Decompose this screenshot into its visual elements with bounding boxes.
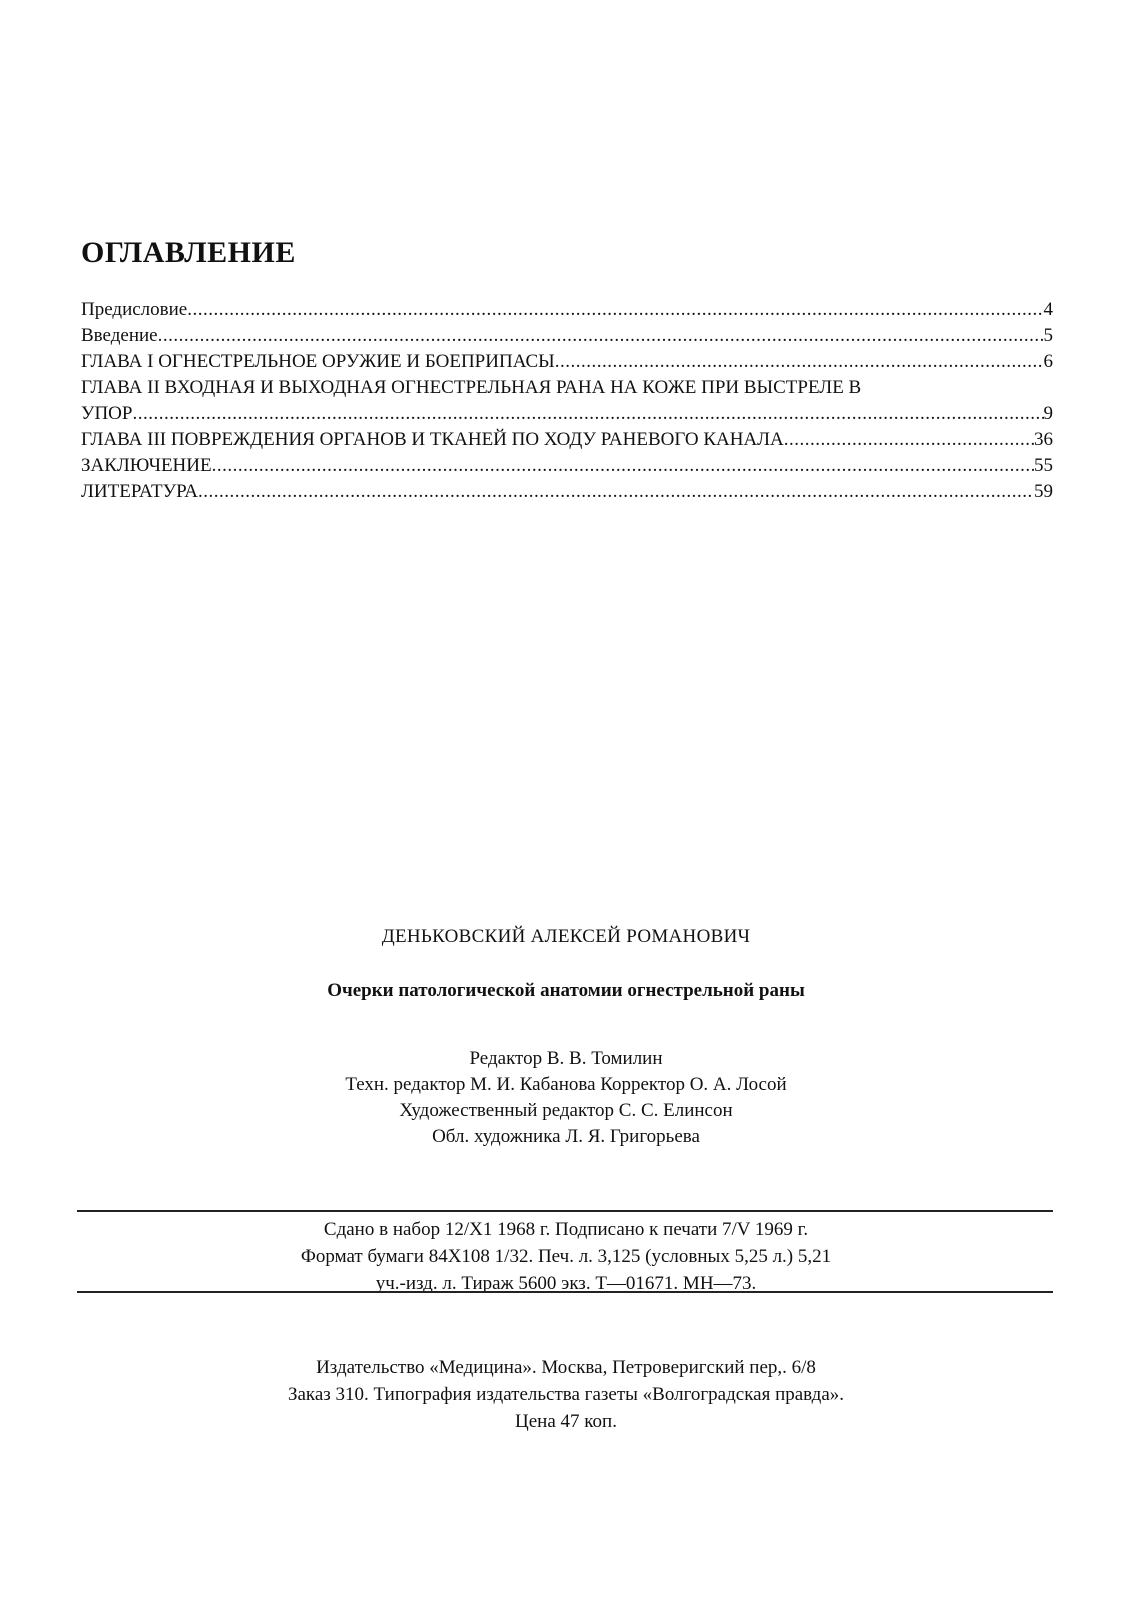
- print-info-block: [0, 1216, 1132, 1297]
- toc-entry-title: ЗАКЛЮЧЕНИЕ: [81, 455, 212, 476]
- toc-page-number: 55: [1034, 455, 1053, 476]
- toc-page-number: 4: [1043, 299, 1053, 320]
- credit-line: Обл. художника Л. Я. Григорьева: [432, 1126, 700, 1147]
- page-title: ОГЛАВЛЕНИЕ: [81, 236, 296, 269]
- divider-top: [77, 1210, 1053, 1212]
- toc-leader-dots: [198, 479, 1034, 505]
- price-line: Цена 47 коп.: [515, 1411, 617, 1432]
- publisher-block: [0, 1354, 1132, 1435]
- toc-page-number: 6: [1043, 351, 1053, 372]
- toc-entry-title: ГЛАВА III ПОВРЕЖДЕНИЯ ОРГАНОВ И ТКАНЕЙ ПО ХОДУ РАНЕВОГО КАНАЛА: [81, 429, 784, 450]
- toc-entry-conclusion[interactable]: [81, 453, 1053, 479]
- print-info-line: уч.-изд. л. Тираж 5600 экз. Т—01671. МН—73.: [375, 1273, 757, 1294]
- book-title: Очерки патологической анатомии огнестрельной раны: [327, 980, 805, 1001]
- toc-page-number: 36: [1034, 429, 1053, 450]
- credit-line: Художественный редактор С. С. Елинсон: [399, 1100, 733, 1121]
- toc-entry-chapter-3[interactable]: [81, 427, 1053, 453]
- author-name: ДЕНЬКОВСКИЙ АЛЕКСЕЙ РОМАНОВИЧ: [381, 926, 751, 947]
- print-info-line: Сдано в набор 12/Х1 1968 г. Подписано к печати 7/V 1969 г.: [323, 1219, 809, 1240]
- toc-leader-dots: [158, 323, 1044, 349]
- toc-leader-dots: [132, 401, 1043, 427]
- credit-line: Редактор В. В. Томилин: [469, 1048, 663, 1069]
- credit-line: Техн. редактор М. И. Кабанова Корректор О. А. Лосой: [345, 1074, 787, 1095]
- toc-page-number: 59: [1034, 481, 1053, 502]
- toc-page-number: 9: [1043, 403, 1053, 424]
- toc-leader-dots: [784, 427, 1034, 453]
- order-line: Заказ 310. Типография издательства газеты «Волгоградская правда».: [287, 1384, 845, 1405]
- toc-entry-title: ГЛАВА I ОГНЕСТРЕЛЬНОЕ ОРУЖИЕ И БОЕПРИПАСЫ: [81, 351, 555, 372]
- toc-entry-title: Предисловие: [81, 299, 188, 320]
- toc-page-number: 5: [1043, 325, 1053, 346]
- toc-entry-chapter-1[interactable]: [81, 349, 1053, 375]
- divider-bottom: [77, 1291, 1053, 1293]
- credits-block: [0, 1046, 1132, 1150]
- toc-leader-dots: [187, 297, 1043, 323]
- toc-entry-title-continued: УПОР: [81, 403, 133, 424]
- toc-entry-literature[interactable]: [81, 479, 1053, 505]
- print-info-line: Формат бумаги 84Х108 1/32. Печ. л. 3,125 (условных 5,25 л.) 5,21: [300, 1246, 832, 1267]
- toc-leader-dots: [555, 349, 1044, 375]
- toc-entry-title: ЛИТЕРАТУРА: [81, 481, 198, 502]
- publisher-line: Издательство «Медицина». Москва, Петроверигский пер,. 6/8: [316, 1357, 816, 1378]
- table-of-contents: [81, 297, 1053, 505]
- toc-entry-title: Введение: [81, 325, 158, 346]
- toc-entry-title: ГЛАВА II ВХОДНАЯ И ВЫХОДНАЯ ОГНЕСТРЕЛЬНАЯ РАНА НА КОЖЕ ПРИ ВЫСТРЕЛЕ В: [81, 377, 862, 398]
- toc-entry-chapter-2[interactable]: [81, 375, 1053, 427]
- toc-entry-preface[interactable]: [81, 297, 1053, 323]
- toc-leader-dots: [212, 453, 1034, 479]
- toc-entry-introduction[interactable]: [81, 323, 1053, 349]
